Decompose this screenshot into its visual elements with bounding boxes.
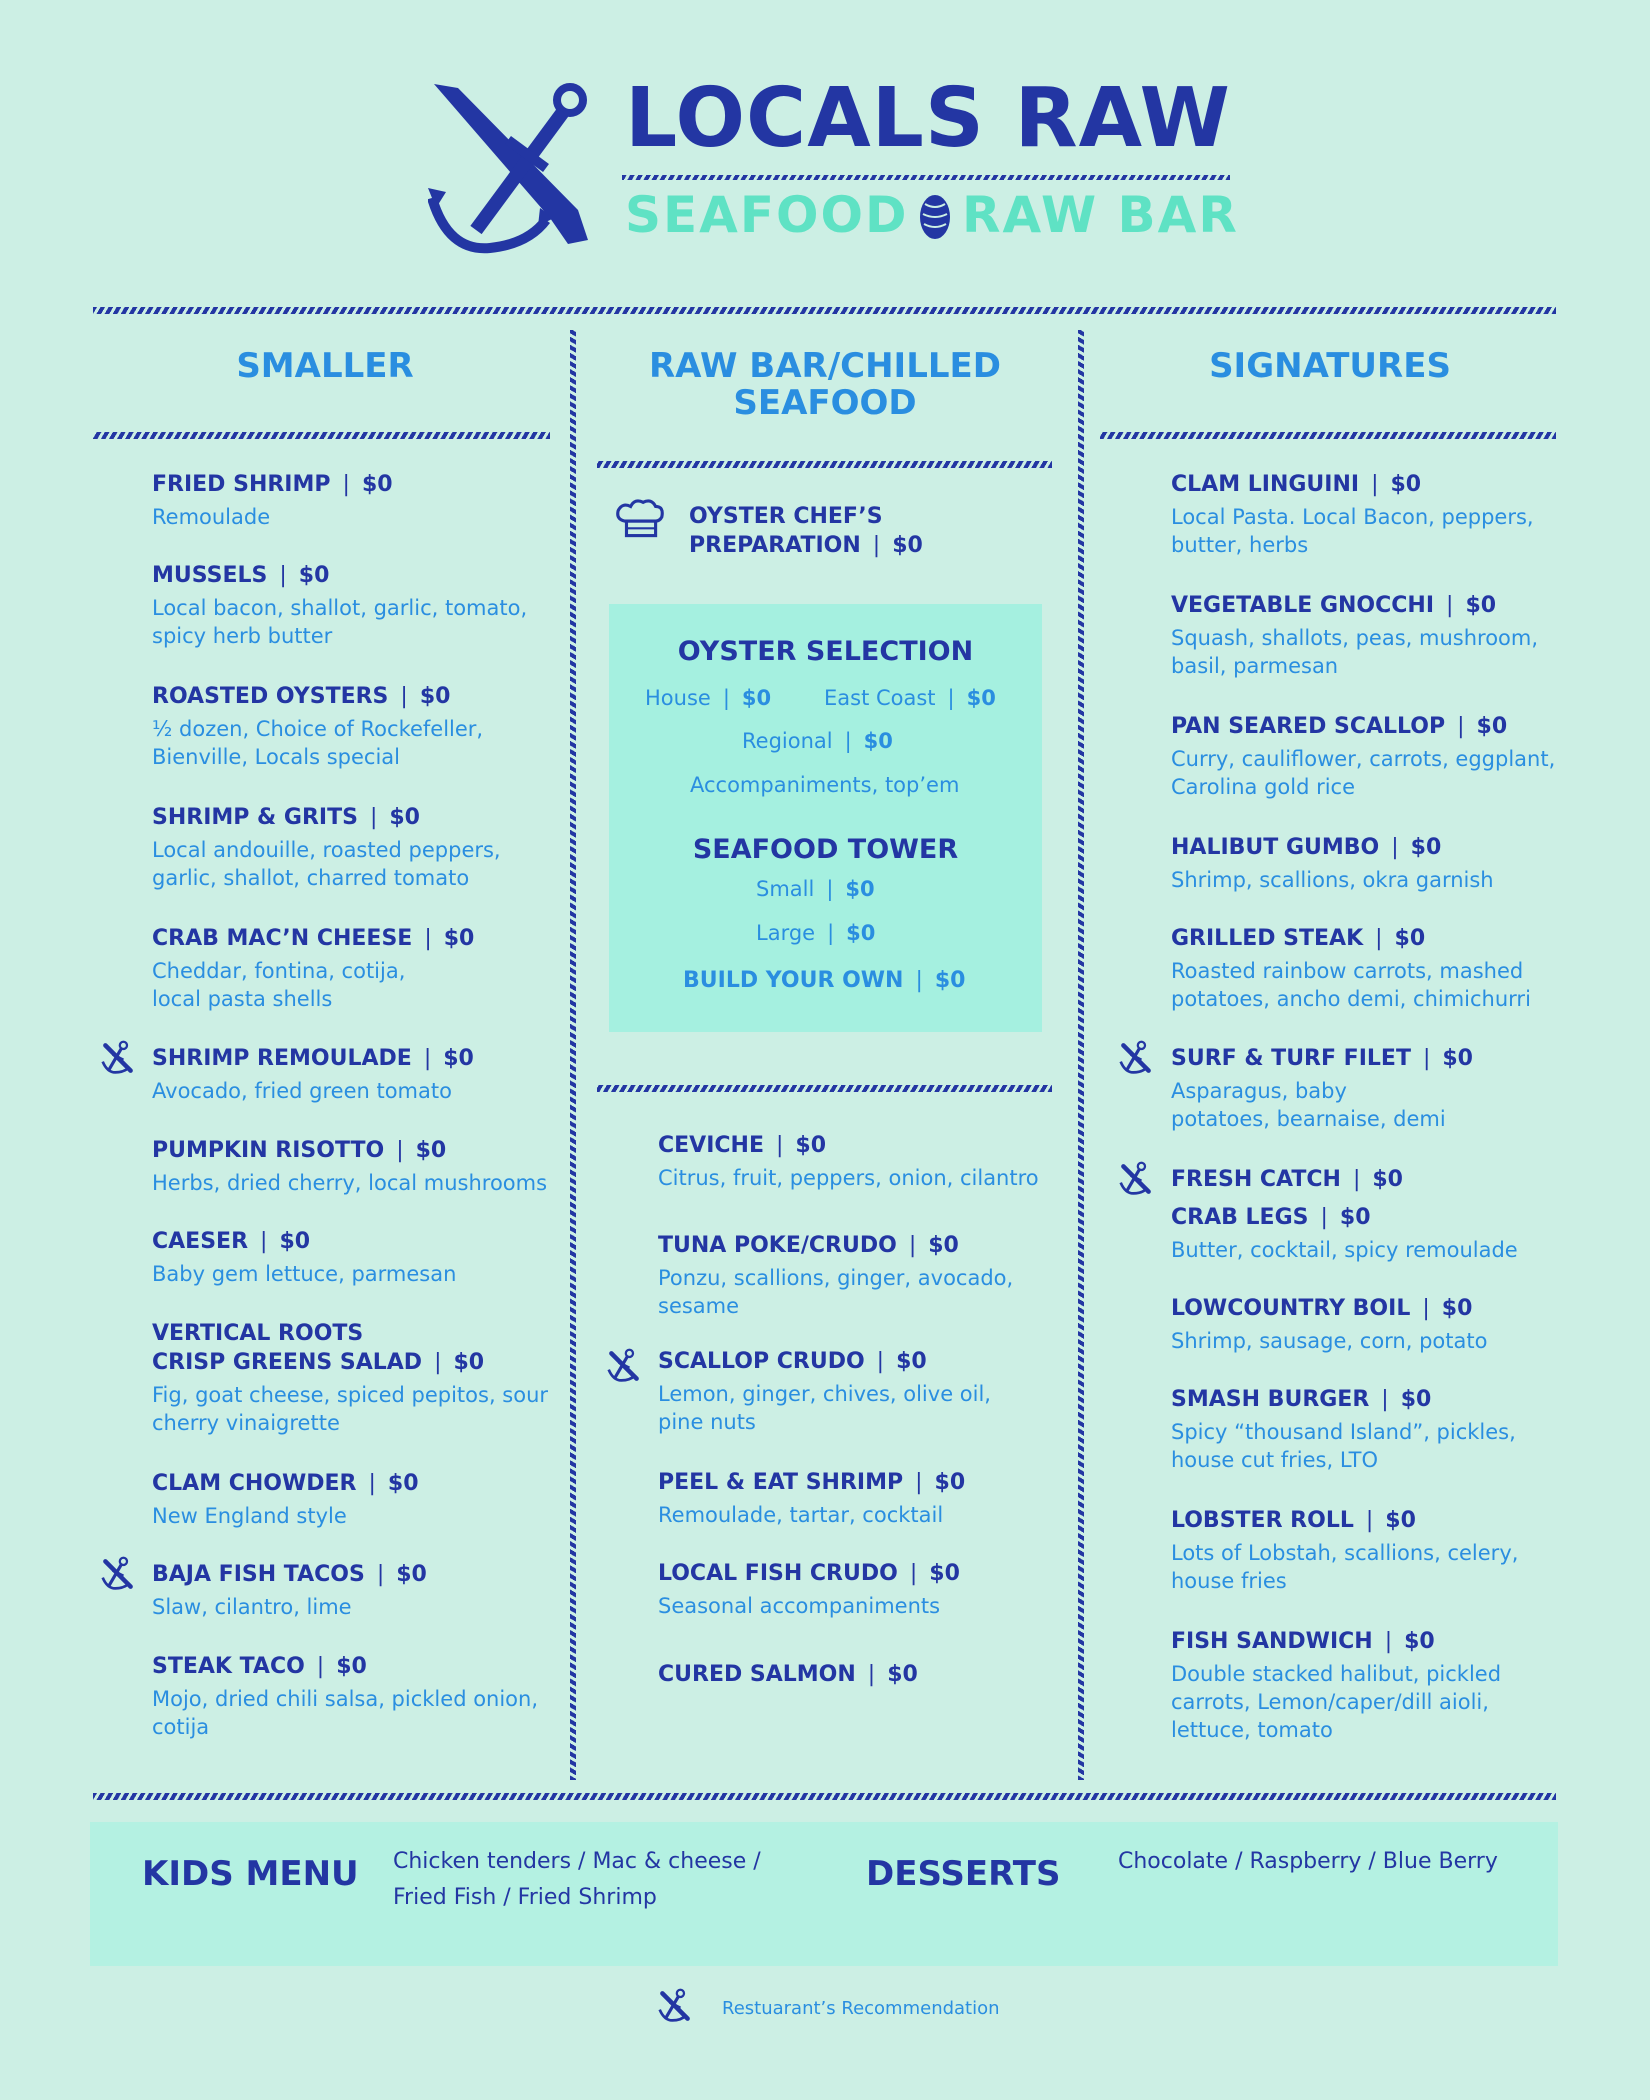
- item-name: PAN SEARED SCALLOP: [1171, 714, 1446, 739]
- item-price: $0: [929, 1561, 960, 1586]
- item-desc: Asparagus, baby potatoes, bearnaise, demi: [1171, 1079, 1446, 1131]
- signatures-rope-divider: [1100, 432, 1556, 439]
- anchor-knife-logo: [428, 80, 598, 255]
- menu-item: FRESH CATCH | $0: [1171, 1167, 1403, 1192]
- item-price: $0: [443, 926, 475, 951]
- menu-item: TUNA POKE/CRUDO | $0 Ponzu, scallions, ginger, avocado, sesame: [658, 1231, 1048, 1320]
- subtitle-seafood: SEAFOOD: [625, 186, 909, 244]
- item-name: TUNA POKE/CRUDO: [658, 1233, 897, 1258]
- menu-item: SHRIMP & GRITS | $0 Local andouille, roasted peppers, garlic, shallot, charred tomato: [152, 803, 552, 892]
- chef-prep-item: OYSTER CHEF’S PREPARATION | $0: [689, 502, 1009, 560]
- restaurant-title: LOCALS RAW: [625, 71, 1231, 166]
- item-name: VEGETABLE GNOCCHI: [1171, 593, 1435, 618]
- item-desc: Avocado, fried green tomato: [152, 1079, 452, 1103]
- menu-item: PUMPKIN RISOTTO | $0 Herbs, dried cherry, local mushrooms: [152, 1136, 562, 1197]
- item-price: $0: [298, 563, 330, 588]
- column-divider-left: [570, 330, 576, 1780]
- item-price: $0: [279, 1229, 311, 1254]
- menu-item: LOBSTER ROLL | $0 Lots of Lobstah, scallions, celery, house fries: [1171, 1506, 1551, 1595]
- item-name: SHRIMP & GRITS: [152, 805, 358, 830]
- item-name: SHRIMP REMOULADE: [152, 1046, 412, 1071]
- house-line: House | $0: [645, 686, 772, 710]
- item-name: CRAB MAC’N CHEESE: [152, 926, 413, 951]
- seafood-tower-heading: SEAFOOD TOWER: [692, 834, 959, 865]
- item-price: $0: [1400, 1387, 1432, 1412]
- item-desc: Butter, cocktail, spicy remoulade: [1171, 1238, 1518, 1262]
- item-price: $0: [361, 472, 393, 497]
- item-price: $0: [443, 1046, 474, 1071]
- bottom-rope-divider: [93, 1793, 1556, 1800]
- item-price: $0: [934, 1470, 966, 1495]
- build-price: $0: [934, 968, 966, 993]
- item-price: $0: [1441, 1296, 1473, 1321]
- item-name: PUMPKIN RISOTTO: [152, 1138, 385, 1163]
- item-name: CEVICHE: [658, 1133, 764, 1158]
- item-desc: Mojo, dried chili salsa, pickled onion, cotija: [152, 1687, 539, 1739]
- item-price: $0: [928, 1233, 959, 1258]
- heading-line: RAW BAR/CHILLED: [649, 346, 1001, 386]
- item-name: LOCAL FISH CRUDO: [658, 1561, 898, 1586]
- build-label: BUILD YOUR OWN: [683, 968, 904, 993]
- item-desc: Squash, shallots, peas, mushroom, basil, parmesan: [1171, 626, 1539, 678]
- regional-price: $0: [863, 729, 893, 753]
- item-name: SURF & TURF FILET: [1171, 1046, 1411, 1071]
- item-desc: Spicy “thousand Island”, pickles, house cut fries, LTO: [1171, 1420, 1516, 1472]
- item-price: $0: [1372, 1167, 1403, 1192]
- menu-item: FRIED SHRIMP | $0 Remoulade: [152, 470, 552, 531]
- menu-item: PEEL & EAT SHRIMP | $0 Remoulade, tartar, cocktail: [658, 1468, 1058, 1529]
- item-price: $0: [1385, 1508, 1416, 1533]
- item-name: PREPARATION: [689, 533, 861, 558]
- item-desc: Citrus, fruit, peppers, onion, cilantro: [658, 1166, 1039, 1190]
- small-label: Small: [756, 877, 815, 901]
- item-desc: Roasted rainbow carrots, mashed potatoes, ancho demi, chimichurri: [1171, 959, 1531, 1011]
- item-price: $0: [415, 1138, 447, 1163]
- item-price: $0: [892, 533, 923, 558]
- item-price: $0: [795, 1133, 827, 1158]
- item-price: $0: [1390, 472, 1422, 497]
- section-heading-signatures: SIGNATURES: [1209, 346, 1451, 386]
- menu-item: CLAM CHOWDER | $0 New England style: [152, 1469, 552, 1530]
- item-name: CRAB LEGS: [1171, 1205, 1309, 1230]
- item-name: SMASH BURGER: [1171, 1387, 1370, 1412]
- item-price: $0: [419, 684, 451, 709]
- item-name: HALIBUT GUMBO: [1171, 835, 1380, 860]
- item-price: $0: [1404, 1629, 1435, 1654]
- menu-item: CAESER | $0 Baby gem lettuce, parmesan: [152, 1227, 552, 1288]
- menu-item: SURF & TURF FILET | $0 Asparagus, baby potatoes, bearnaise, demi: [1171, 1046, 1473, 1131]
- large-label: Large: [756, 921, 816, 945]
- kids-menu-heading: KIDS MENU: [142, 1854, 359, 1894]
- item-name: GRILLED STEAK: [1171, 926, 1364, 951]
- item-price: $0: [887, 1662, 918, 1687]
- item-name: CRISP GREENS SALAD: [152, 1350, 423, 1375]
- oyster-icon: [915, 192, 955, 242]
- anchor-icon: [606, 1348, 642, 1384]
- top-rope-divider: [93, 307, 1556, 314]
- raw-bar-rope-divider: [597, 461, 1052, 468]
- item-price: $0: [389, 805, 420, 830]
- item-price: $0: [387, 1471, 419, 1496]
- item-desc: Double stacked halibut, pickled carrots, Lemon/caper/dill aioli, lettuce, tomato: [1171, 1662, 1502, 1742]
- subtitle-raw-bar: RAW BAR: [962, 186, 1239, 244]
- item-name: BAJA FISH TACOS: [152, 1562, 365, 1587]
- build-your-own-line: BUILD YOUR OWN | $0: [683, 968, 966, 993]
- kids-desserts-band: [90, 1822, 1558, 1966]
- menu-item: STEAK TACO | $0 Mojo, dried chili salsa, pickled onion, cotija: [152, 1652, 552, 1741]
- item-name: CURED SALMON: [658, 1662, 856, 1687]
- menu-item: CURED SALMON | $0: [658, 1662, 918, 1687]
- item-name: FRESH CATCH: [1171, 1167, 1341, 1192]
- smaller-rope-divider: [93, 432, 550, 439]
- oyster-selection-box: [609, 604, 1042, 1032]
- item-name: LOWCOUNTRY BOIL: [1171, 1296, 1411, 1321]
- item-name: CAESER: [152, 1229, 249, 1254]
- item-desc: Lemon, ginger, chives, olive oil, pine nuts: [658, 1382, 991, 1434]
- menu-item: CLAM LINGUINI | $0 Local Pasta. Local Bacon, peppers, butter, herbs: [1171, 470, 1551, 559]
- menu-item: HALIBUT GUMBO | $0 Shrimp, scallions, okra garnish: [1171, 833, 1551, 894]
- column-divider-right: [1078, 330, 1084, 1780]
- item-price: $0: [1476, 714, 1508, 739]
- menu-item: LOCAL FISH CRUDO | $0 Seasonal accompaniments: [658, 1559, 1058, 1620]
- item-name: FISH SANDWICH: [1171, 1629, 1373, 1654]
- house-label: House: [645, 686, 711, 710]
- item-desc: Remoulade: [152, 505, 271, 529]
- menu-item: SMASH BURGER | $0 Spicy “thousand Island”, pickles, house cut fries, LTO: [1171, 1385, 1551, 1474]
- item-desc: Local andouille, roasted peppers, garlic, shallot, charred tomato: [152, 838, 501, 890]
- menu-item: ROASTED OYSTERS | $0 ½ dozen, Choice of Rockefeller, Bienville, Locals special: [152, 682, 552, 771]
- menu-item: SHRIMP REMOULADE | $0 Avocado, fried green tomato: [152, 1044, 552, 1105]
- east-coast-line: East Coast | $0: [824, 686, 996, 710]
- item-desc: Ponzu, scallions, ginger, avocado, sesame: [658, 1266, 1014, 1318]
- large-price: $0: [846, 921, 876, 945]
- item-desc: Slaw, cilantro, lime: [152, 1595, 352, 1619]
- item-desc: ½ dozen, Choice of Rockefeller, Bienville, Locals special: [152, 717, 484, 769]
- menu-item: CRAB MAC’N CHEESE | $0 Cheddar, fontina, cotija, local pasta shells: [152, 926, 475, 1011]
- menu-item: CEVICHE | $0 Citrus, fruit, peppers, onion, cilantro: [658, 1131, 1068, 1192]
- item-price: $0: [1410, 835, 1442, 860]
- item-price: $0: [1465, 593, 1497, 618]
- accompaniments-line: Accompaniments, top’em: [690, 773, 960, 797]
- title-rope-divider: [622, 175, 1230, 180]
- item-desc: Seasonal accompaniments: [658, 1594, 941, 1618]
- item-desc: Baby gem lettuce, parmesan: [152, 1262, 457, 1286]
- regional-line: Regional | $0: [742, 729, 893, 753]
- kids-line: Chicken tenders / Mac & cheese /: [393, 1849, 761, 1874]
- raw-bar-lower-rope-divider: [597, 1085, 1052, 1092]
- section-heading-smaller: SMALLER: [236, 346, 414, 386]
- item-desc: Curry, cauliflower, carrots, eggplant, Carolina gold rice: [1171, 747, 1556, 799]
- item-name: STEAK TACO: [152, 1654, 305, 1679]
- item-name: CLAM LINGUINI: [1171, 472, 1360, 497]
- item-name: FRIED SHRIMP: [152, 472, 331, 497]
- item-name: MUSSELS: [152, 563, 268, 588]
- menu-item: BAJA FISH TACOS | $0 Slaw, cilantro, lime: [152, 1560, 552, 1621]
- east-coast-label: East Coast: [824, 686, 936, 710]
- large-line: Large | $0: [756, 921, 876, 945]
- item-name: PEEL & EAT SHRIMP: [658, 1470, 904, 1495]
- anchor-icon: [100, 1556, 136, 1592]
- anchor-icon: [657, 1988, 693, 2024]
- desserts-heading: DESSERTS: [866, 1854, 1061, 1894]
- chef-hat-icon: [614, 498, 666, 542]
- menu-item: VERTICAL ROOTS CRISP GREENS SALAD | $0 Fig, goat cheese, spiced pepitos, sour cherry vinaigrette: [152, 1319, 552, 1437]
- item-desc: Local Pasta. Local Bacon, peppers, butter, herbs: [1171, 505, 1534, 557]
- anchor-icon: [1118, 1161, 1154, 1197]
- item-desc: Shrimp, sausage, corn, potato: [1171, 1329, 1488, 1353]
- kids-menu-items: [393, 1844, 761, 1916]
- menu-item: MUSSELS | $0 Local bacon, shallot, garlic, tomato, spicy herb butter: [152, 561, 552, 650]
- item-price: $0: [396, 1562, 427, 1587]
- oyster-selection-heading: OYSTER SELECTION: [677, 636, 974, 667]
- desserts-items: Chocolate / Raspberry / Blue Berry: [1118, 1849, 1498, 1874]
- item-desc: Herbs, dried cherry, local mushrooms: [152, 1171, 548, 1195]
- item-desc: Remoulade, tartar, cocktail: [658, 1503, 944, 1527]
- item-desc: New England style: [152, 1504, 347, 1528]
- heading-line: SEAFOOD: [733, 383, 917, 424]
- item-desc: Lots of Lobstah, scallions, celery, house fries: [1171, 1541, 1519, 1593]
- item-price: $0: [1442, 1046, 1473, 1071]
- small-line: Small | $0: [756, 877, 875, 901]
- item-desc: Shrimp, scallions, okra garnish: [1171, 868, 1494, 892]
- east-coast-price: $0: [966, 686, 996, 710]
- menu-item: SCALLOP CRUDO | $0 Lemon, ginger, chives, olive oil, pine nuts: [658, 1347, 1008, 1436]
- item-desc: Fig, goat cheese, spiced pepitos, sour cherry vinaigrette: [152, 1383, 549, 1435]
- menu-item: PAN SEARED SCALLOP | $0 Curry, cauliflower, carrots, eggplant, Carolina gold rice: [1171, 712, 1561, 801]
- item-name: LOBSTER ROLL: [1171, 1508, 1354, 1533]
- item-name: CLAM CHOWDER: [152, 1471, 357, 1496]
- small-price: $0: [845, 877, 875, 901]
- house-price: $0: [741, 686, 772, 710]
- item-price: $0: [336, 1654, 367, 1679]
- anchor-icon: [1118, 1040, 1154, 1076]
- kids-line: Fried Fish / Fried Shrimp: [393, 1885, 657, 1910]
- menu-item: LOWCOUNTRY BOIL | $0 Shrimp, sausage, corn, potato: [1171, 1294, 1551, 1355]
- item-desc: Cheddar, fontina, cotija, local pasta shells: [152, 959, 406, 1011]
- item-price: $0: [896, 1349, 927, 1374]
- menu-item: GRILLED STEAK | $0 Roasted rainbow carrots, mashed potatoes, ancho demi, chimichurri: [1171, 924, 1556, 1013]
- item-name-line1: VERTICAL ROOTS: [152, 1321, 364, 1346]
- item-price: $0: [1339, 1205, 1371, 1230]
- recommendation-legend: Restuarant’s Recommendation: [722, 1998, 1000, 2019]
- item-price: $0: [453, 1350, 485, 1375]
- item-name: ROASTED OYSTERS: [152, 684, 389, 709]
- menu-item: VEGETABLE GNOCCHI | $0 Squash, shallots, peas, mushroom, basil, parmesan: [1171, 591, 1551, 680]
- item-desc: Local bacon, shallot, garlic, tomato, spicy herb butter: [152, 596, 528, 648]
- item-price: $0: [1394, 926, 1426, 951]
- regional-label: Regional: [742, 729, 833, 753]
- item-name: SCALLOP CRUDO: [658, 1349, 865, 1374]
- item-name-line1: OYSTER CHEF’S: [689, 504, 883, 529]
- section-heading-raw-bar: [600, 348, 1050, 423]
- menu-item: CRAB LEGS | $0 Butter, cocktail, spicy remoulade: [1171, 1203, 1551, 1264]
- anchor-icon: [100, 1040, 136, 1076]
- menu-item: FISH SANDWICH | $0 Double stacked halibut, pickled carrots, Lemon/caper/dill aioli, lettuce, tomato: [1171, 1627, 1551, 1744]
